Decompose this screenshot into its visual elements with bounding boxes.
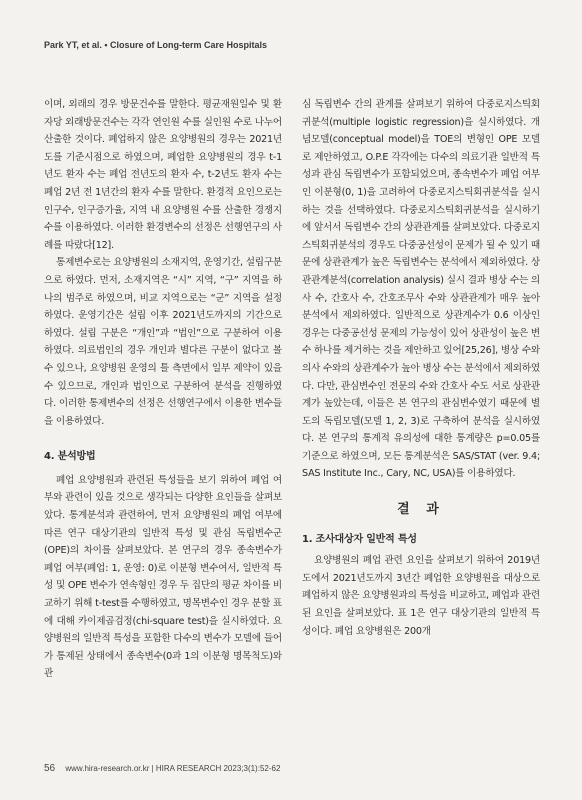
section-title-results: 결 과 (397, 502, 445, 518)
right-column (302, 96, 540, 640)
running-head: Park YT, et al. • Closure of Long-term Care Hospitals (44, 40, 268, 50)
page-number: 56 (44, 763, 56, 774)
paragraph: 폐업 요양병원과 관련된 특성들을 보기 위하여 폐업 여부와 관련이 있을 것으로 생각되는 다양한 요인들을 살펴보았다. 통계분석과 관련하여, 먼저 요양병원의 폐업 여부에 따른 연구 대상기관의 일반적 특성 및 관심 독립변수군(OPE)의 차이를 살펴보았다. 본 연구의 경우 종속변수가 폐업 여부(폐업: 1, 운영: 0)로 이분형 변수여서, 일반적 특성 및 OPE 변수가 연속형인 경우 두 집단의 평균 차이를 비교하기 위해 t-test를 수행하였고, 명목변수인 경우 분할 표에 대해 카이제곱검정(chi-square test)을 실시하였다. 요양병원의 일반적 특성을 포함한 다수의 변수가 모델에 들어가 통제된 상태에서 종속변수(0과 1의 이분형 명목척도)와 관 (44, 474, 282, 680)
section-heading-characteristics: 1. 조사대상자 일반적 특성 (302, 533, 417, 545)
footer-journal-info: www.hira-research.or.kr | HIRA RESEARCH 2023;3(1):52-62 (65, 764, 281, 773)
paragraph: 통제변수로는 요양병원의 소재지역, 운영기간, 설립구분으로 하였다. 먼저, 소재지역은 “시” 지역, “구” 지역을 하나의 범주로 하였으며, 비교 지역으로는 “군” 지역을 설정하였다. 운영기간은 설립 이후 2021년도까지의 기간으로 하였다. 설립 구분은 “개인”과 “법인”으로 구분하여 이용하였다. 의료법인의 경우 개인과 별다른 구분이 없다고 볼 수 있으나, 요양병원 운영의 틀 측면에서 일부 제약이 있을 수 있으므로, 개인과 법인으로 구분하여 분석을 진행하였다. 이러한 통제변수의 선정은 선행연구에서 이용한 변수들을 이용하였다. (44, 257, 282, 427)
paragraph: 심 독립변수 간의 관계를 살펴보기 위하여 다중로지스틱회귀분석(multiple logistic regression)을 실시하였다. 개념모델(conceptual model)을 TOE의 변형인 OPE 모델로 제안하였고, O.P.E 각각에는 다수의 의료기관 일반적 특성과 관심 독립변수가 포함되었으며, 종속변수가 폐업 여부인 이분형(0, 1)을 고려하여 다중로지스틱회귀분석을 실시하는 것을 선택하였다. 다중로지스틱회귀분석을 실시하기에 앞서서 독립변수 간의 상관관계를 살펴보았다. 다중로지스틱회귀분석의 경우도 다중공선성이 문제가 될 수 있기 때문에 상관관계가 높은 독립변수는 분석에서 제외하였다. 상관관계분석(correlation analysis) 실시 결과 병상 수는 의사 수, 간호사 수, 간호조무사 수와 상관관계가 매우 높아 분석에서 제외하였다. 일반적으로 상관계수가 0.6 이상인 경우는 다중공선성 문제의 가능성이 있어 상관성이 높은 변수 하나를 제거하는 것을 제안하고 있어[25,26], 병상 수와 의사 수와의 상관계수가 높아 병상 수는 분석에서 제외하였다. 다만, 관심변수인 전문의 수와 간호사 수도 서로 상관관계가 높았는데, 이들은 본 연구의 관심변수였기 때문에 별도의 독립모델(모델 1, 2, 3)로 구축하여 분석을 실시하였다. 본 연구의 통계적 유의성에 대한 통계량은 p=0.05를 기준으로 하였으며, 모든 통계분석은 SAS/STAT (ver. 9.4; SAS Institute Inc., Cary, NC, USA)를 이용하였다. (302, 99, 540, 480)
left-column (44, 96, 282, 683)
paragraph: 요양병원의 폐업 관련 요인을 살펴보기 위하여 2019년도에서 2021년도까지 3년간 폐업한 요양병원을 대상으로 폐업하지 않은 요양병원과의 특성을 비교하고, 폐업과 관련된 요인을 살펴보았다. 표 1은 연구 대상기관의 일반적 특성이다. 폐업 요양병원은 200개 (302, 555, 540, 637)
section-heading-analysis: 4. 분석방법 (44, 451, 96, 463)
page-footer (44, 763, 280, 774)
paragraph: 이며, 외래의 경우 방문건수를 말한다. 평균재원일수 및 환자당 외래방문건수는 각각 연인원 수를 실인원 수로 나누어 산출한 것이다. 폐업하지 않은 요양병원의 경우는 2021년도를 기준시점으로 하였으며, 폐업한 요양병원의 경우 t-1년도 환자 수는 폐업 전년도의 환자 수, t-2년도 환자 수는 폐업 2년 전 1년간의 환자 수를 말한다. 환경적 요인으로는 인구수, 인구증가율, 지역 내 요양병원 수를 산출한 경쟁지수를 이용하였다. 이러한 환경변수의 선정은 선행연구의 사례를 따랐다[12]. (44, 99, 282, 251)
